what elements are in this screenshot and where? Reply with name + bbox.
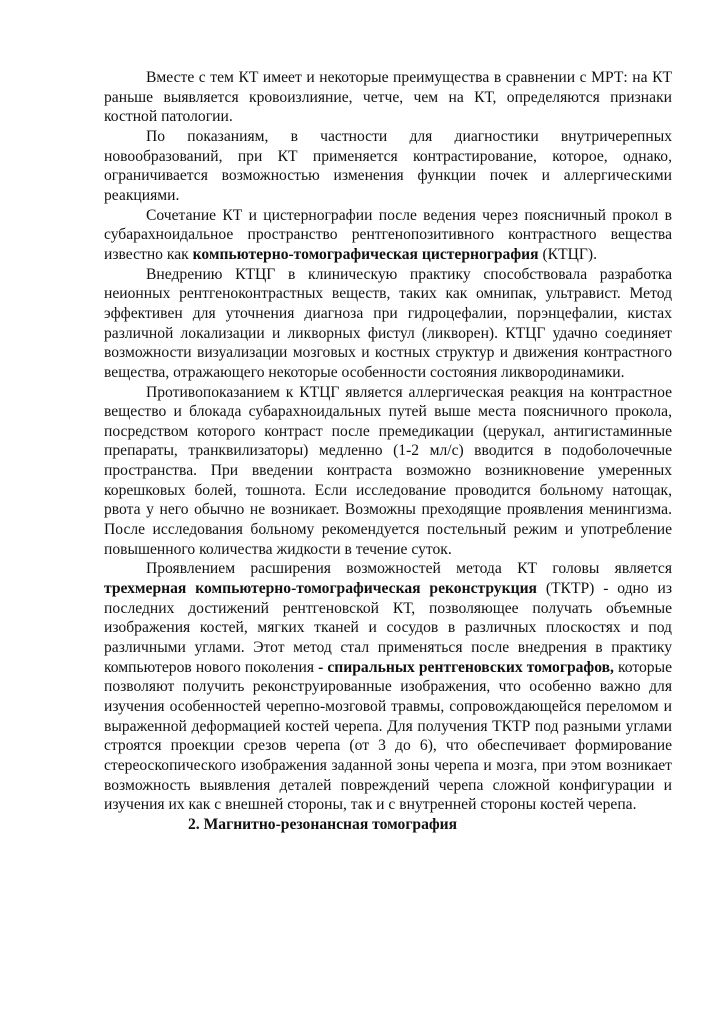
paragraph-ctcg-practice: Внедрению КТЦГ в клиническую практику способствовала разработка неионных рентгеноконтрастных веществ, таких как омнипак, ультравист. Метод эффективен для уточнения диагноза при гидроцефалии, порэнцефалии, кистах различной локализации и ликворных фистул (ликворен). КТЦГ удачно соединяет возможности визуализации мозговых и костных структур и движения контрастного вещества, отражающего некоторые особенности состояния ликвородинамики. [104, 265, 672, 381]
term-ct-cisternography: компьютерно-томографическая цистернография [192, 245, 539, 263]
paragraph-text: (ТКТР) - одно из последних достижений рентгеновской КТ, позволяющее получать объемные изображения костей, мягких тканей и сосудов в различных плоскостях и под различными углами. Этот метод стал применяться после внедрения в практику компьютеров нового поколения [104, 580, 672, 676]
paragraph-ct-cisternography [104, 206, 672, 265]
paragraph-ct-contrast: По показаниям, в частности для диагностики внутричерепных новообразований, при КТ применяется контрастирование, которое, однако, ограничивается возможностью изменения функции почек и аллергическими реакциями. [104, 127, 672, 204]
paragraph-ctcg-contraindications: Противопоказанием к КТЦГ является аллергическая реакция на контрастное вещество и блокада субарахноидальных путей выше места поясничного прокола, посредством которого контраст после премедикации (церукал, антигистаминные препараты, транквилизаторы) медленно (1-2 мл/с) вводится в подоболочечные пространства. При введении контраста возможно возникновение умеренных корешковых болей, тошнота. Если исследование проводится больному натощак, рвота у него обычно не возникает. Возможны преходящие проявления менингизма. После исследования больному рекомендуется постельный режим и употребление повышенного количества жидкости в течение суток. [104, 383, 672, 558]
paragraph-text: которые позволяют получить реконструированные изображения, что особенно важно для изучения особенностей черепно-мозговой травмы, сопровождающейся переломом и выраженной деформацией костей черепа. Для получения ТКТР под разными углами строятся проекции срезов черепа (от 3 до 6), что обеспечивает формирование стереоскопического изображения заданной зоны черепа и мозга, при этом возникает возможность выявления деталей повреждений черепа сложной конфигурации и изучения их как с внешней стороны, так и с внутренней стороны костей черепа. [104, 658, 672, 814]
term-3d-ct-reconstruction: трехмерная компьютерно-томографическая реконструкция [104, 580, 537, 598]
section-heading: 2. Магнитно-резонансная томография [188, 815, 458, 833]
paragraph-3d-reconstruction [104, 559, 672, 815]
paragraph-ct-advantages: Вместе с тем КТ имеет и некоторые преимущества в сравнении с МРТ: на КТ раньше выявляется кровоизлияние, четче, чем на КТ, определяются признаки костной патологии. [104, 69, 672, 126]
paragraph-text: Сочетание КТ и цистернографии после ведения через поясничный прокол в субарахноидальное пространство рентгенопозитивного контрастного вещества известно как [104, 206, 672, 263]
term-spiral-tomographs: - спиральных рентгеновских томографов, [318, 658, 614, 676]
paragraph-text: Проявлением расширения возможностей метода КТ головы является [146, 560, 672, 578]
document-page [104, 68, 672, 835]
paragraph-text: (КТЦГ). [538, 245, 597, 263]
